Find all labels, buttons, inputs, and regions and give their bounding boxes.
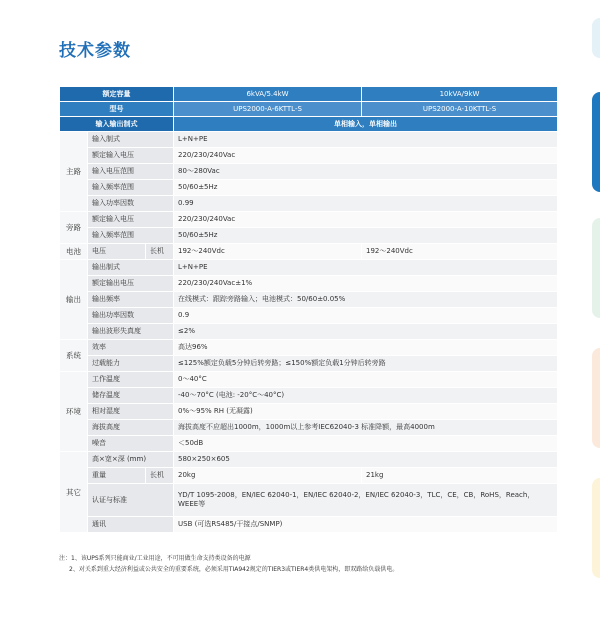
table-row [60,324,558,340]
row-label: 通讯 [88,517,174,533]
header-row-io [60,117,558,132]
group-main: 主路 [60,132,88,212]
row-label: 高×宽×深 (mm) [88,452,174,468]
io-value: 单相输入，单相输出 [174,117,558,132]
row-label: 相对湿度 [88,404,174,420]
row-value: YD/T 1095-2008，EN/IEC 62040-1，EN/IEC 62040-2，EN/IEC 62040-3，TLC，CE，CB，RoHS，Reach，WEEE等 [174,484,558,517]
edge-tab-4 [592,348,600,448]
row-label: 输出功率因数 [88,308,174,324]
row-value: L+N+PE [174,132,558,148]
row-value: ≤2% [174,324,558,340]
row-label: 输入制式 [88,132,174,148]
model-6k: UPS2000-A-6KTTL-S [174,102,362,117]
io-label: 输入输出制式 [60,117,174,132]
row-label: 输入电压范围 [88,164,174,180]
row-label: 重量 [88,468,146,484]
table-row [60,484,558,517]
row-label: 电压 [88,244,146,260]
row-value: ＜50dB [174,436,558,452]
row-value: 0.9 [174,308,558,324]
row-label: 额定输入电压 [88,148,174,164]
table-row [60,468,558,484]
row-label: 工作温度 [88,372,174,388]
table-row [60,292,558,308]
row-label: 海拔高度 [88,420,174,436]
capacity-10k: 10kVA/9kW [362,87,558,102]
table-row [60,340,558,356]
table-row [60,436,558,452]
row-label: 输出频率 [88,292,174,308]
group-env: 环境 [60,372,88,452]
table-row [60,388,558,404]
row-label: 噪音 [88,436,174,452]
row-value-10k: 192～240Vdc [362,244,558,260]
table-row [60,164,558,180]
table-row [60,420,558,436]
table-row [60,308,558,324]
capacity-label: 额定容量 [60,87,174,102]
row-value: 220/230/240Vac±1% [174,276,558,292]
row-value: 0～40°C [174,372,558,388]
row-value: 220/230/240Vac [174,212,558,228]
group-other: 其它 [60,452,88,533]
row-value: 50/60±5Hz [174,180,558,196]
row-value: 在线模式：跟踪旁路输入；电池模式：50/60±0.05% [174,292,558,308]
table-row [60,404,558,420]
row-value-6k: 192～240Vdc [174,244,362,260]
table-row [60,196,558,212]
footnote-2: 2、对关系到重大经济利益或公共安全的重要系统，必须采用TIA942规定的TIER3或TIER4类供电架构，即双路给负载供电。 [69,566,399,573]
group-output: 输出 [60,260,88,340]
row-value: 海拔高度不应超出1000m，1000m以上参考IEC62040-3 标准降额，最高4000m [174,420,558,436]
row-label: 过载能力 [88,356,174,372]
row-label: 输出波形失真度 [88,324,174,340]
row-value: L+N+PE [174,260,558,276]
row-label: 额定输入电压 [88,212,174,228]
header-row-capacity [60,87,558,102]
group-system: 系统 [60,340,88,372]
row-value: -40～70°C (电池: -20°C～40°C) [174,388,558,404]
row-value-10k: 21kg [362,468,558,484]
table-row [60,276,558,292]
table-row [60,132,558,148]
table-row [60,260,558,276]
row-label: 输入功率因数 [88,196,174,212]
table-row [60,372,558,388]
row-value: 0%～95% RH (无凝露) [174,404,558,420]
row-value: 高达96% [174,340,558,356]
footnote-1: 注：1、该UPS系列只能商业/工业用途，不可用做生命支持类设备的电源 [59,555,251,562]
table-row [60,228,558,244]
edge-tab-2 [592,92,600,192]
table-row [60,356,558,372]
edge-tab-5 [592,478,600,578]
row-value: ≤125%额定负载5分钟后转旁路；≤150%额定负载1分钟后转旁路 [174,356,558,372]
spec-table [59,86,558,533]
edge-tab-3 [592,218,600,318]
row-value: 220/230/240Vac [174,148,558,164]
row-label: 认证与标准 [88,484,174,517]
row-value: 50/60±5Hz [174,228,558,244]
group-battery: 电池 [60,244,88,260]
row-value-6k: 20kg [174,468,362,484]
row-sublabel: 长机 [146,468,174,484]
table-row [60,180,558,196]
row-value: 80～280Vac [174,164,558,180]
row-sublabel: 长机 [146,244,174,260]
row-label: 效率 [88,340,174,356]
header-row-model [60,102,558,117]
capacity-6k: 6kVA/5.4kW [174,87,362,102]
table-row [60,517,558,533]
model-label: 型号 [60,102,174,117]
table-row [60,452,558,468]
table-row [60,212,558,228]
footnotes [59,553,559,575]
edge-tab-1 [592,18,600,58]
model-10k: UPS2000-A-10KTTL-S [362,102,558,117]
row-value: USB (可选RS485/干接点/SNMP) [174,517,558,533]
row-label: 输入频率范围 [88,180,174,196]
row-value: 580×250×605 [174,452,558,468]
page-title: 技术参数 [59,41,131,61]
row-label: 储存温度 [88,388,174,404]
row-label: 输入频率范围 [88,228,174,244]
row-value: 0.99 [174,196,558,212]
row-label: 输出制式 [88,260,174,276]
table-row [60,148,558,164]
row-label: 额定输出电压 [88,276,174,292]
table-row [60,244,558,260]
group-bypass: 旁路 [60,212,88,244]
